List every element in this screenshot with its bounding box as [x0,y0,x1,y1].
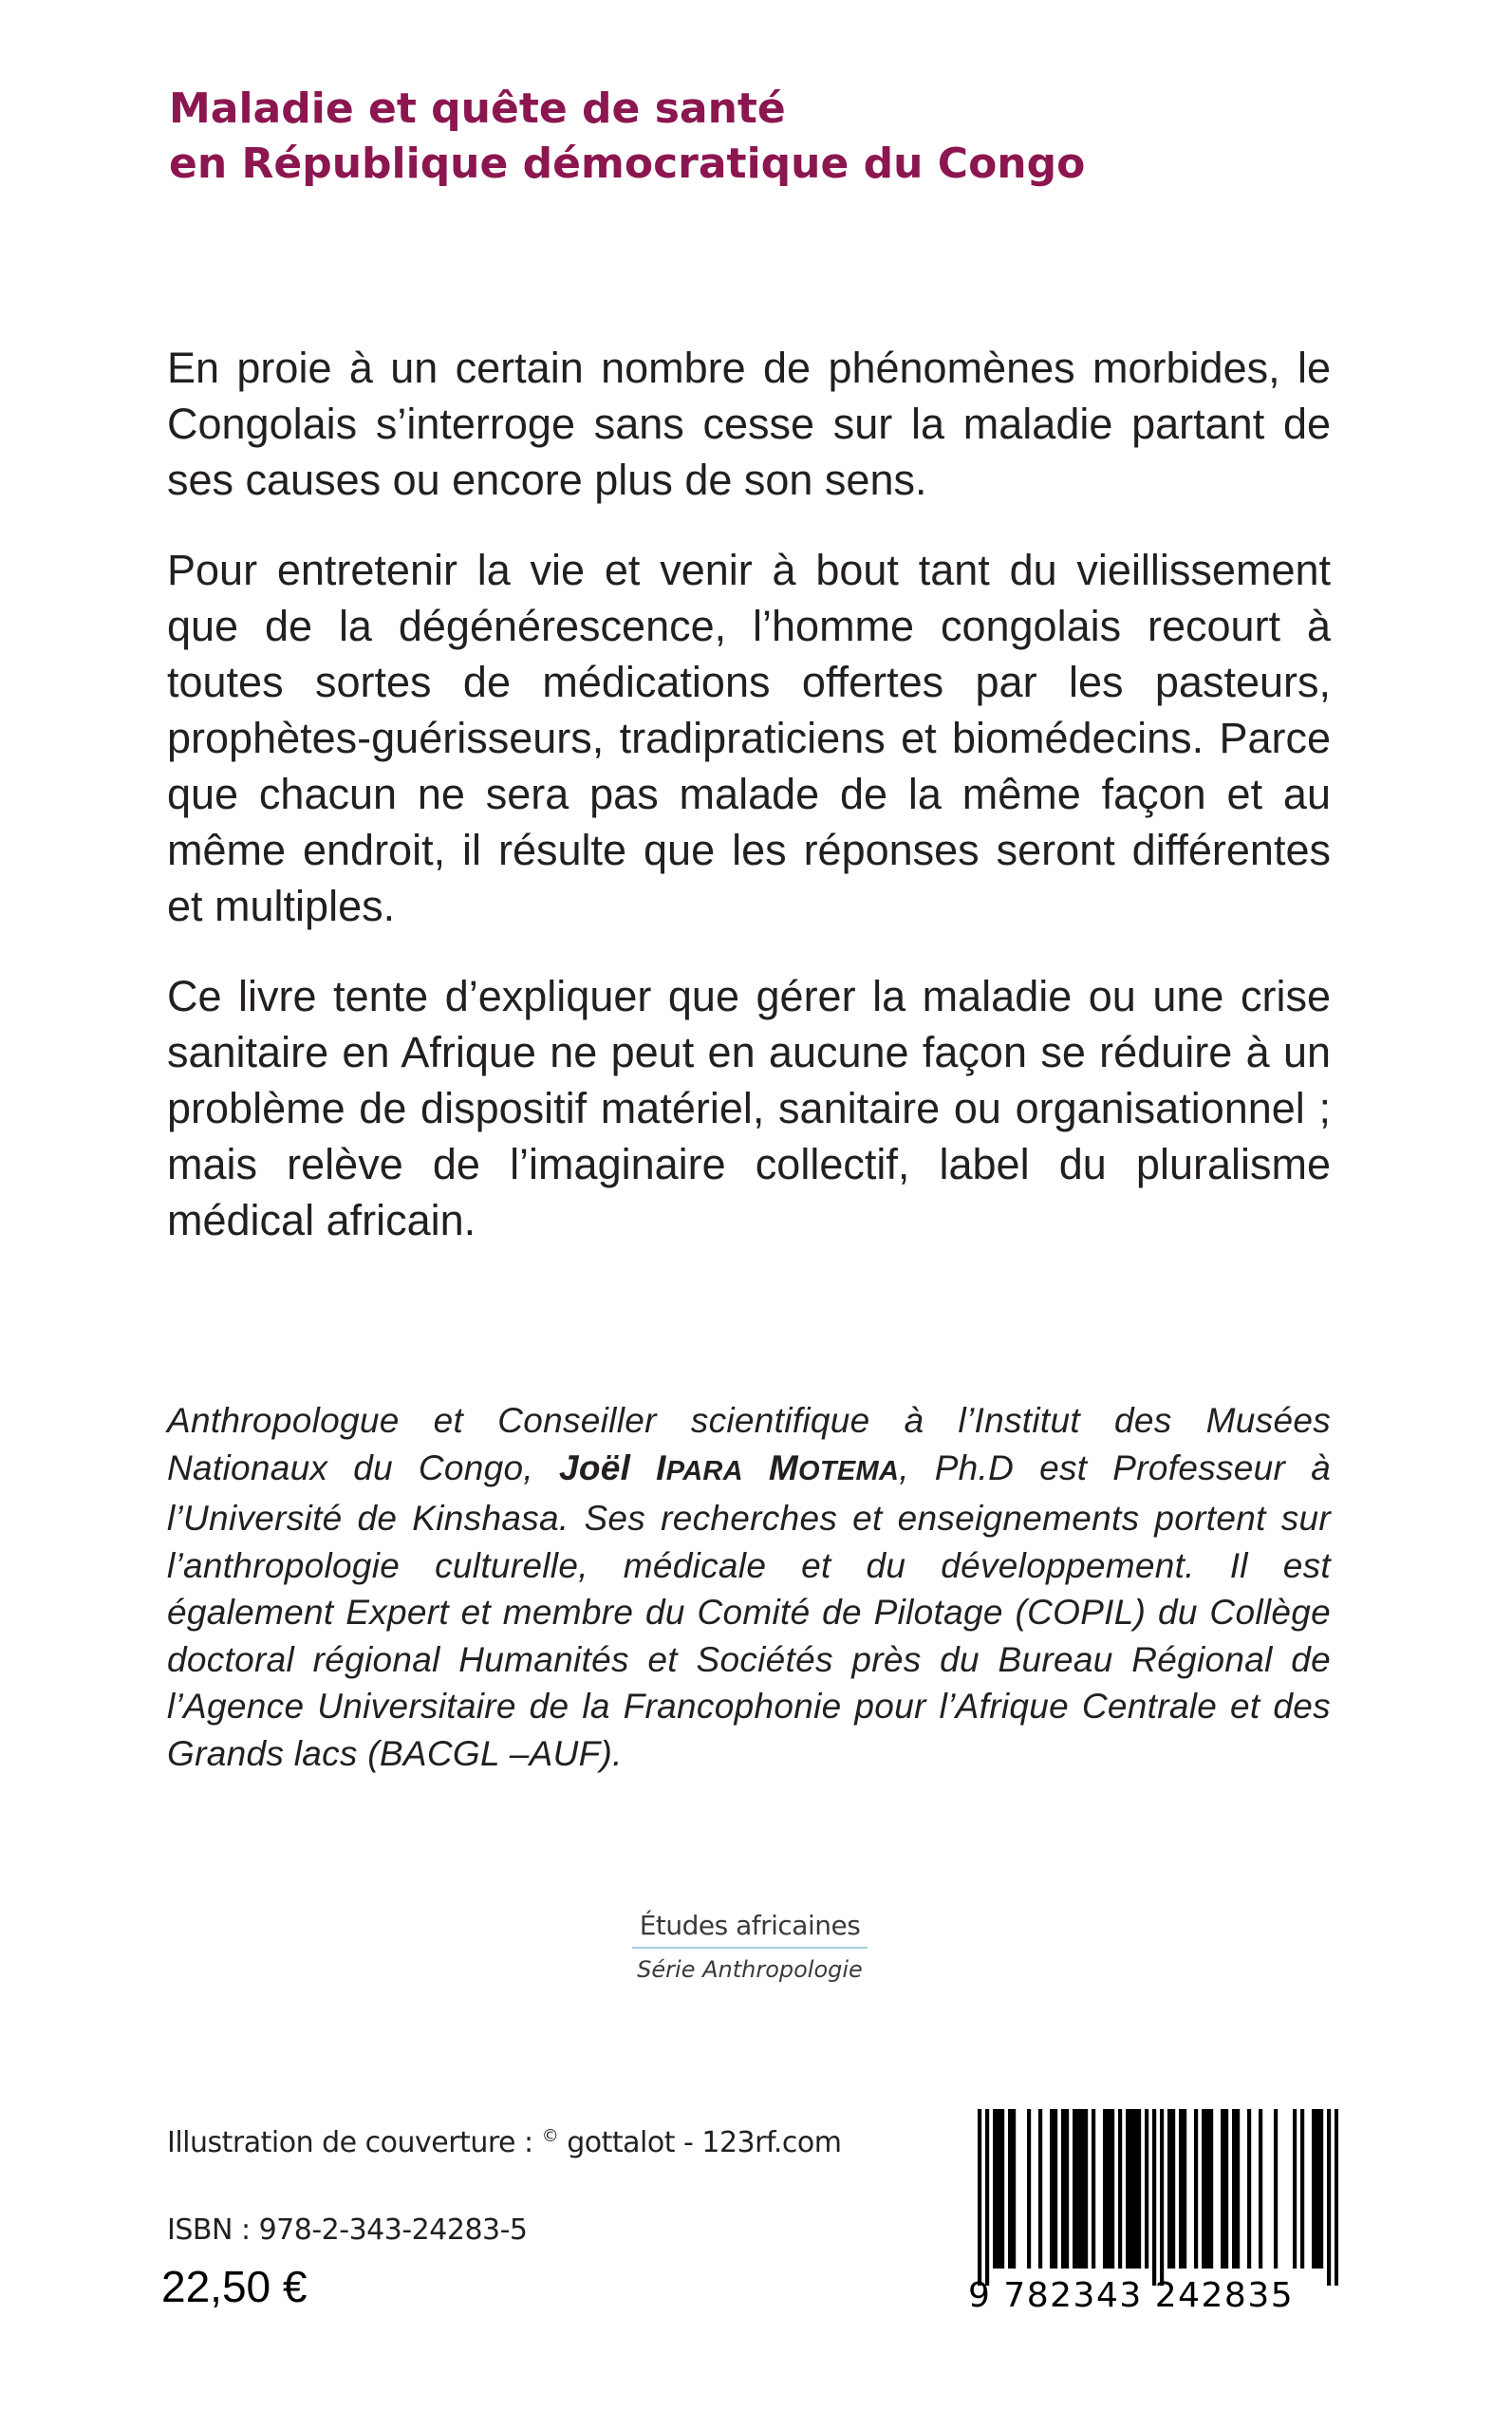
isbn: ISBN : 978-2-343-24283-5 [167,2213,528,2247]
blurb-paragraph-2: Pour entretenir la vie et venir à bout tant du vieillissement que de la dégénérescence, l’homme congolais recourt à toutes sortes de médications offertes par les pasteurs, prophètes-guérisseurs, tradipraticiens et biomédecins. Parce que chacun ne sera pas malade de la même façon et au même endroit, il résulte que les réponses seront différentes et multiples. [167,546,1331,930]
barcode-bar [1274,2109,1278,2269]
author-first-name: Joël [558,1447,631,1487]
barcode-bar [1145,2109,1148,2269]
barcode-bar [1209,2109,1213,2269]
barcode-digits: 9 782343 242835 [968,2276,1295,2315]
barcode-bar [1205,2109,1209,2269]
barcode-bar [1319,2109,1323,2269]
barcode-bar [1054,2109,1057,2269]
price: 22,50 € [161,2262,308,2311]
barcode-bar [1076,2109,1080,2269]
author-biography [167,1397,1331,1777]
barcode-bar [1061,2109,1065,2269]
barcode-bar [1316,2109,1319,2269]
barcode-bar [1183,2109,1186,2269]
book-title-line-2: en République démocratique du Congo [169,140,1086,188]
barcode-bar [1171,2109,1175,2269]
author-postname-initial: M [768,1447,798,1487]
book-title [169,82,1346,192]
barcode-bar [1160,2109,1164,2286]
barcode-bar [1152,2109,1156,2286]
barcode-bar [1107,2109,1111,2269]
barcode-bar [1038,2109,1042,2269]
blurb-paragraph-1: En proie à un certain nombre de phénomènes morbides, le Congolais s’interroge sans cesse sur la maladie partant de ses causes ou encore plus de son sens. [167,344,1331,504]
cover-illustration-credit [167,2126,841,2159]
barcode-bar [1259,2109,1262,2269]
barcode-bar [1247,2109,1251,2269]
barcode-bar [1092,2109,1095,2269]
barcode-bar [1027,2109,1031,2269]
author-surname-rest: PARA [665,1455,743,1486]
barcode-bar [1008,2109,1012,2269]
barcode-bar [1335,2109,1338,2286]
barcode-bar [1129,2109,1133,2269]
barcode-bar [993,2109,997,2269]
barcode-bar [1133,2109,1137,2269]
barcode-bar [1080,2109,1084,2269]
back-cover-blurb [167,340,1331,1282]
barcode-bar [1167,2109,1171,2269]
barcode-bar [1312,2109,1316,2269]
barcode-bar [1327,2109,1331,2286]
barcode-bar [1300,2109,1304,2269]
barcode-bar [1179,2109,1183,2269]
collection-mark [607,1910,892,1983]
book-title-line-1: Maladie et quête de santé [169,84,786,133]
author-name [559,1448,899,1487]
barcode-bar [1126,2109,1129,2269]
barcode-bar [1194,2109,1198,2269]
barcode-bar [1012,2109,1016,2269]
barcode-bar [1118,2109,1122,2269]
author-postname-rest: OTEMA [797,1455,900,1486]
barcode-bar [1111,2109,1114,2269]
bio-details: , Ph.D est Professeur à l’Université de Kinshasa. Ses recherches et enseignements portent sur l’anthropologie culturelle, médicale et du développement. Il est également Expert et membre du Comité de Pilotage (COPIL) du Collège doctoral régional Humanités et Sociétés près du Bureau Régional de l’Agence Universitaire de la Francophonie pour l’Afrique Centrale et des Grands lacs (BACGL –AUF). [167,1447,1331,1773]
collection-series: Série Anthropologie [637,1956,863,1983]
barcode-bar [997,2109,1000,2269]
barcode-bar [1236,2109,1240,2269]
barcode-bar [1050,2109,1054,2269]
credit-label: Illustration de couverture : [167,2126,542,2159]
barcode-bar [1065,2109,1069,2269]
barcode-bar [1084,2109,1088,2269]
barcode-bar [1073,2109,1076,2269]
bio-intro: Anthropologue et Conseiller scientifique à l’Institut des Musées Nationaux du Congo, [167,1401,1331,1487]
barcode-bar [1202,2109,1205,2269]
author-surname-initial: I [656,1447,666,1487]
blurb-paragraph-3: Ce livre tente d’expliquer que gérer la maladie ou une crise sanitaire en Afrique ne peut en aucune façon se réduire à un problème de dispositif matériel, sanitaire ou organisationnel ; mais relève de l’imaginaire collectif, label du pluralisme médical africain. [167,972,1331,1244]
credit-source: gottalot - 123rf.com [558,2126,842,2159]
barcode-bar [1232,2109,1236,2269]
barcode-bar [978,2109,981,2286]
copyright-icon: © [541,2126,559,2146]
barcode-bar [1000,2109,1004,2269]
barcode [978,2109,1338,2286]
barcode-bar [1137,2109,1141,2269]
barcode-bar [985,2109,989,2286]
barcode-bar [1221,2109,1224,2269]
barcode-bar [1103,2109,1107,2269]
barcode-bar [1224,2109,1228,2269]
collection-name: Études africaines [632,1910,868,1949]
barcode-bar [1293,2109,1297,2269]
